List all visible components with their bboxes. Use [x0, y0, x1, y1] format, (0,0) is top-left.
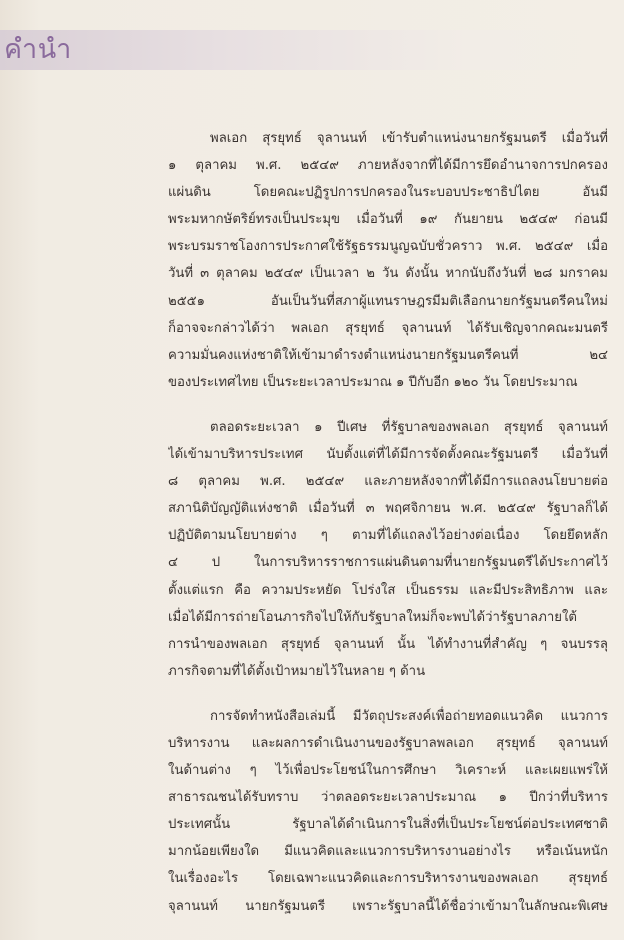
text-line: ๘ ตุลาคม พ.ศ. ๒๕๔๙ และภายหลังจากที่ได้มีการแถลงนโยบายต่อ [168, 474, 608, 490]
text-line: ประเทศนั้น รัฐบาลได้ดำเนินการในสิ่งที่เป็นประโยชน์ต่อประเทศชาติ [168, 817, 608, 833]
text-line: ได้เข้ามาบริหารประเทศ นับตั้งแต่ที่ได้มีการจัดตั้งคณะรัฐมนตรี เมื่อวันที่ [168, 447, 608, 463]
text-line: ความมั่นคงแห่งชาติให้เข้ามาดำรงตำแหน่งนายกรัฐมนตรีคนที่ ๒๔ [168, 347, 608, 363]
text-line: พลเอก สุรยุทธ์ จุลานนท์ เข้ารับตำแหน่งนายกรัฐมนตรี เมื่อวันที่ [210, 131, 608, 146]
text-line: มากน้อยเพียงใด มีแนวคิดและแนวการบริหารงานอย่างไร หรือเน้นหนัก [168, 844, 608, 860]
text-line: ๔ ป ในการบริหารราชการแผ่นดินตามที่นายกรัฐมนตรีได้ประกาศไว้ [168, 555, 608, 571]
text-line: เมื่อได้มีการถ่ายโอนภารกิจไปให้กับรัฐบาลใหม่ก็จะพบได้ว่ารัฐบาลภายใต้ [168, 609, 577, 625]
text-line: ในด้านต่าง ๆ ไว้เพื่อประโยชน์ในการศึกษา วิเคราะห์ และเผยแพร่ให้ [168, 763, 608, 779]
paragraph-3 [168, 703, 608, 920]
text-line: ตั้งแต่แรก คือ ความประหยัด โปร่งใส เป็นธรรม และมีประสิทธิภาพ และ [168, 582, 608, 598]
text-line: การจัดทำหนังสือเล่มนี้ มีวัตถุประสงค์เพื่อถ่ายทอดแนวคิด แนวการ [210, 708, 608, 724]
text-line: ปฏิบัติตามนโยบายต่าง ๆ ตามที่ได้แถลงไว้อย่างต่อเนื่อง โดยยึดหลัก [168, 528, 608, 544]
preface-body [168, 125, 608, 938]
text-line: จุลานนท์ นายกรัฐมนตรี เพราะรัฐบาลนี้ได้ชื่อว่าเข้ามาในลักษณะพิเศษ [168, 898, 608, 914]
text-line: พระบรมราชโองการประกาศใช้รัฐธรรมนูญฉบับชั่วคราว พ.ศ. ๒๕๔๙ เมื่อ [168, 239, 608, 255]
paragraph-1 [168, 125, 608, 396]
text-line: ภารกิจตามที่ได้ตั้งเป้าหมายไว้ในหลาย ๆ ด้าน [168, 663, 426, 679]
text-line: สาธารณชนได้รับทราบ ว่าตลอดระยะเวลาประมาณ ๑ ปีกว่าที่บริหาร [168, 790, 608, 806]
header-band [0, 30, 624, 70]
text-line: ก็อาจจะกล่าวได้ว่า พลเอก สุรยุทธ์ จุลานนท์ ได้รับเชิญจากคณะมนตรี [168, 320, 608, 336]
text-line: แผ่นดิน โดยคณะปฏิรูปการปกครองในระบอบประชาธิปไตย อันมี [168, 185, 608, 201]
paragraph-2 [168, 414, 608, 685]
text-line: การนำของพลเอก สุรยุทธ์ จุลานนท์ นั้น ได้ทำงานที่สำคัญ ๆ จนบรรลุ [168, 636, 608, 652]
page-title: คำนำ [4, 34, 72, 65]
text-line: ตลอดระยะเวลา ๑ ปีเศษ ที่รัฐบาลของพลเอก สุรยุทธ์ จุลานนท์ [210, 419, 608, 435]
text-line: ๑ ตุลาคม พ.ศ. ๒๕๔๙ ภายหลังจากที่ได้มีการยึดอำนาจการปกครอง [168, 158, 608, 174]
text-line: วันที่ ๓ ตุลาคม ๒๕๔๙ เป็นเวลา ๒ วัน ดังนั้น หากนับถึงวันที่ ๒๘ มกราคม [168, 266, 608, 282]
text-line: พระมหากษัตริย์ทรงเป็นประมุข เมื่อวันที่ ๑๙ กันยายน ๒๕๔๙ ก่อนมี [168, 212, 608, 228]
text-line: ในเรื่องอะไร โดยเฉพาะแนวคิดและการบริหารงานของพลเอก สุรยุทธ์ [168, 871, 608, 887]
text-line: ของประเทศไทย เป็นระยะเวลาประมาณ ๑ ปีกับอีก ๑๒๐ วัน โดยประมาณ [168, 374, 578, 390]
text-line: บริหารงาน และผลการดำเนินงานของรัฐบาลพลเอก สุรยุทธ์ จุลานนท์ [168, 735, 608, 751]
text-line: สภานิติบัญญัติแห่งชาติ เมื่อวันที่ ๓ พฤศจิกายน พ.ศ. ๒๕๔๙ รัฐบาลก็ได้ [168, 501, 608, 517]
text-line: ๒๕๕๑ อันเป็นวันที่สภาผู้แทนราษฎรมีมติเลือกนายกรัฐมนตรีคนใหม่ [168, 293, 608, 309]
